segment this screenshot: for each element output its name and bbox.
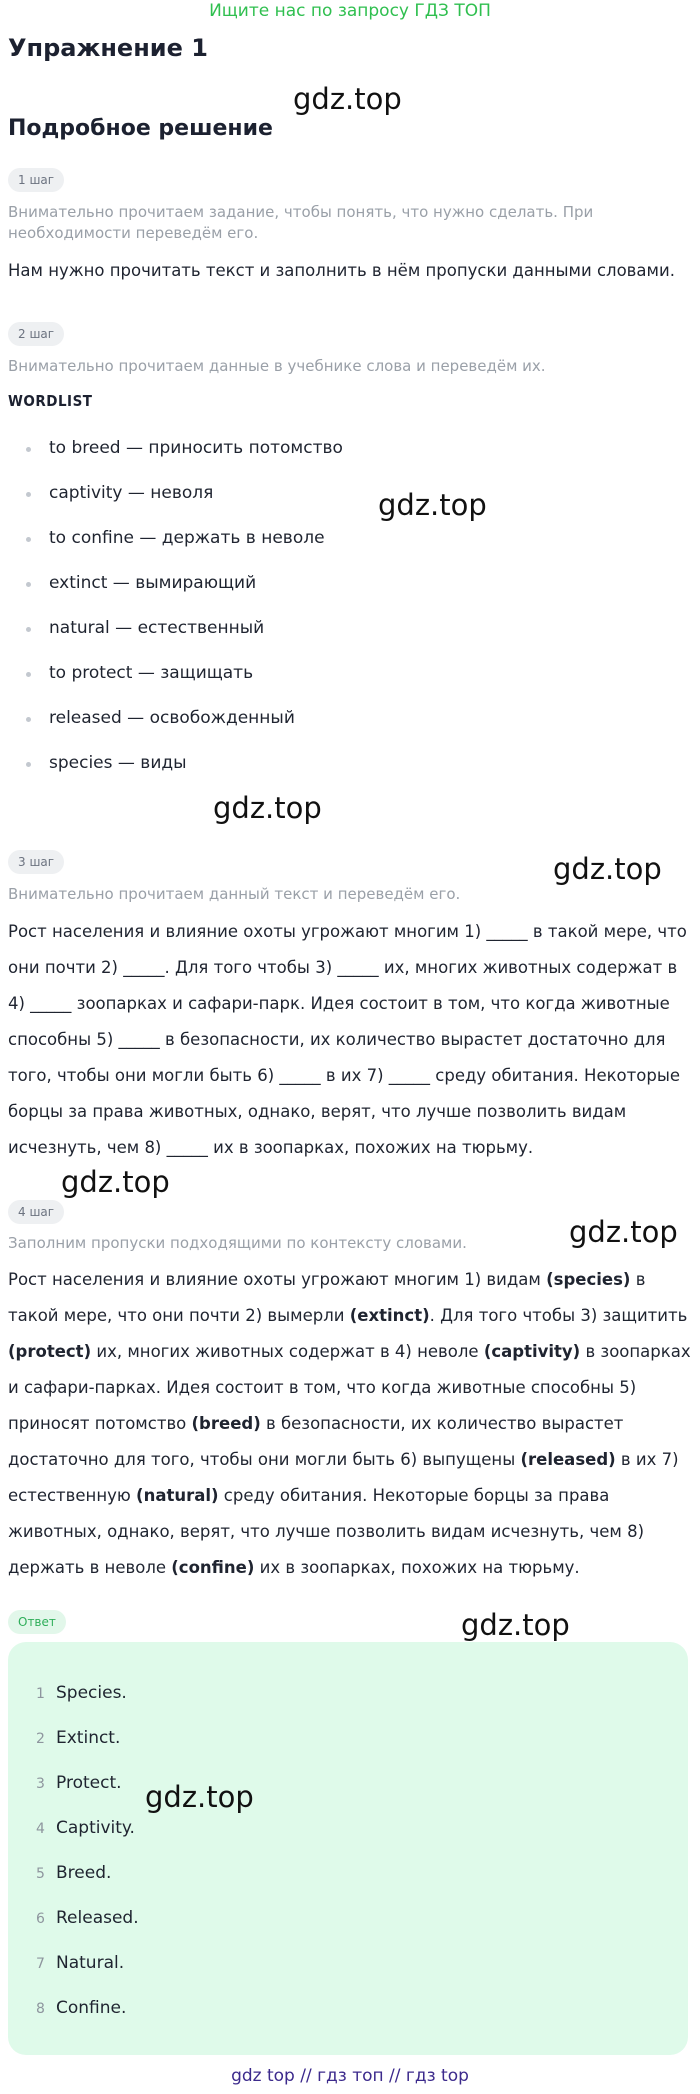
step-1-hint: Внимательно прочитаем задание, чтобы понять, что нужно сделать. При необходимости переведём его. — [8, 203, 594, 242]
word-item: released — освобожденный — [26, 707, 666, 752]
word-item: natural — естественный — [26, 617, 666, 662]
step-4-hint: Заполним пропуски подходящими по контексту словами. — [8, 1234, 467, 1252]
step-1-badge: 1 шаг — [8, 168, 64, 192]
answer-item: 3 Protect. — [36, 1773, 122, 1793]
watermark: gdz.top — [378, 488, 487, 522]
search-banner: Ищите нас по запросу ГДЗ ТОП — [209, 1, 491, 21]
step-1-text: Нам нужно прочитать текст и заполнить в нём пропуски данными словами. — [8, 261, 675, 280]
wordlist — [26, 437, 666, 797]
watermark: gdz.top — [213, 791, 322, 825]
watermark: gdz.top — [553, 852, 662, 886]
word-item: to protect — защищать — [26, 662, 666, 707]
answer-item: 1 Species. — [36, 1683, 127, 1703]
watermark: gdz.top — [293, 82, 402, 116]
word-item: to confine — держать в неволе — [26, 527, 666, 572]
step-3-badge: 3 шаг — [8, 850, 64, 874]
step-3-text: Рост населения и влияние охоты угрожают многим 1) _____ в такой мере, что они почти 2) _____. Для того чтобы 3) _____ их, многих животных содержат в 4) _____ зоопарках и сафари-парк. Идея состоит в том, что когда животные способны 5) _____ в безопасности, их количество вырастет достаточно для того, чтобы они могли быть 6) _____ в их 7) _____ среду обитания. Некоторые борцы за права животных, однако, верят, что лучше позволить видам исчезнуть, чем 8) _____ их в зоопарках, похожих на тюрьму. — [8, 922, 687, 1157]
answer-item: 7 Natural. — [36, 1953, 125, 1973]
page-title: Упражнение 1 — [8, 34, 208, 62]
answer-badge: Ответ — [8, 1610, 66, 1634]
section-title: Подробное решение — [8, 116, 273, 141]
watermark: gdz.top — [569, 1215, 678, 1249]
answer-list — [36, 1682, 139, 2042]
word-item: to breed — приносить потомство — [26, 437, 666, 482]
step-2-hint: Внимательно прочитаем данные в учебнике слова и переведём их. — [8, 357, 546, 375]
step-2-badge: 2 шаг — [8, 322, 64, 346]
word-item: species — виды — [26, 752, 666, 797]
footer-links[interactable]: gdz top // гдз топ // гдз top — [231, 2066, 469, 2086]
answer-item: 5 Breed. — [36, 1863, 112, 1883]
answer-box — [8, 1642, 688, 2055]
watermark: gdz.top — [61, 1165, 170, 1199]
wordlist-title: WORDLIST — [8, 392, 93, 410]
watermark: gdz.top — [461, 1608, 570, 1642]
step-4-badge: 4 шаг — [8, 1200, 64, 1224]
answer-item: 4 Captivity. — [36, 1818, 135, 1838]
answer-item: 2 Extinct. — [36, 1728, 121, 1748]
step-3-hint: Внимательно прочитаем данный текст и переведём его. — [8, 885, 461, 903]
watermark: gdz.top — [145, 1780, 254, 1814]
answer-item: 6 Released. — [36, 1908, 139, 1928]
step-4-text: Рост населения и влияние охоты угрожают многим 1) видам (species) в такой мере, что они почти 2) вымерли (extinct). Для того чтобы 3) защитить (protect) их, многих животных содержат в 4) неволе (captivity) в зоопарках и сафари-парках. Идея состоит в том, что когда животные способны 5) приносят потомство (breed) в безопасности, их количество вырастет достаточно для того, чтобы они могли быть 6) выпущены (released) в их 7) естественную (natural) среду обитания. Некоторые борцы за права животных, однако, верят, что лучше позволить видам исчезнуть, чем 8) держать в неволе (confine) их в зоопарках, похожих на тюрьму. — [8, 1270, 691, 1577]
word-item: extinct — вымирающий — [26, 572, 666, 617]
answer-item: 8 Confine. — [36, 1998, 127, 2018]
word-item: captivity — неволя — [26, 482, 666, 527]
